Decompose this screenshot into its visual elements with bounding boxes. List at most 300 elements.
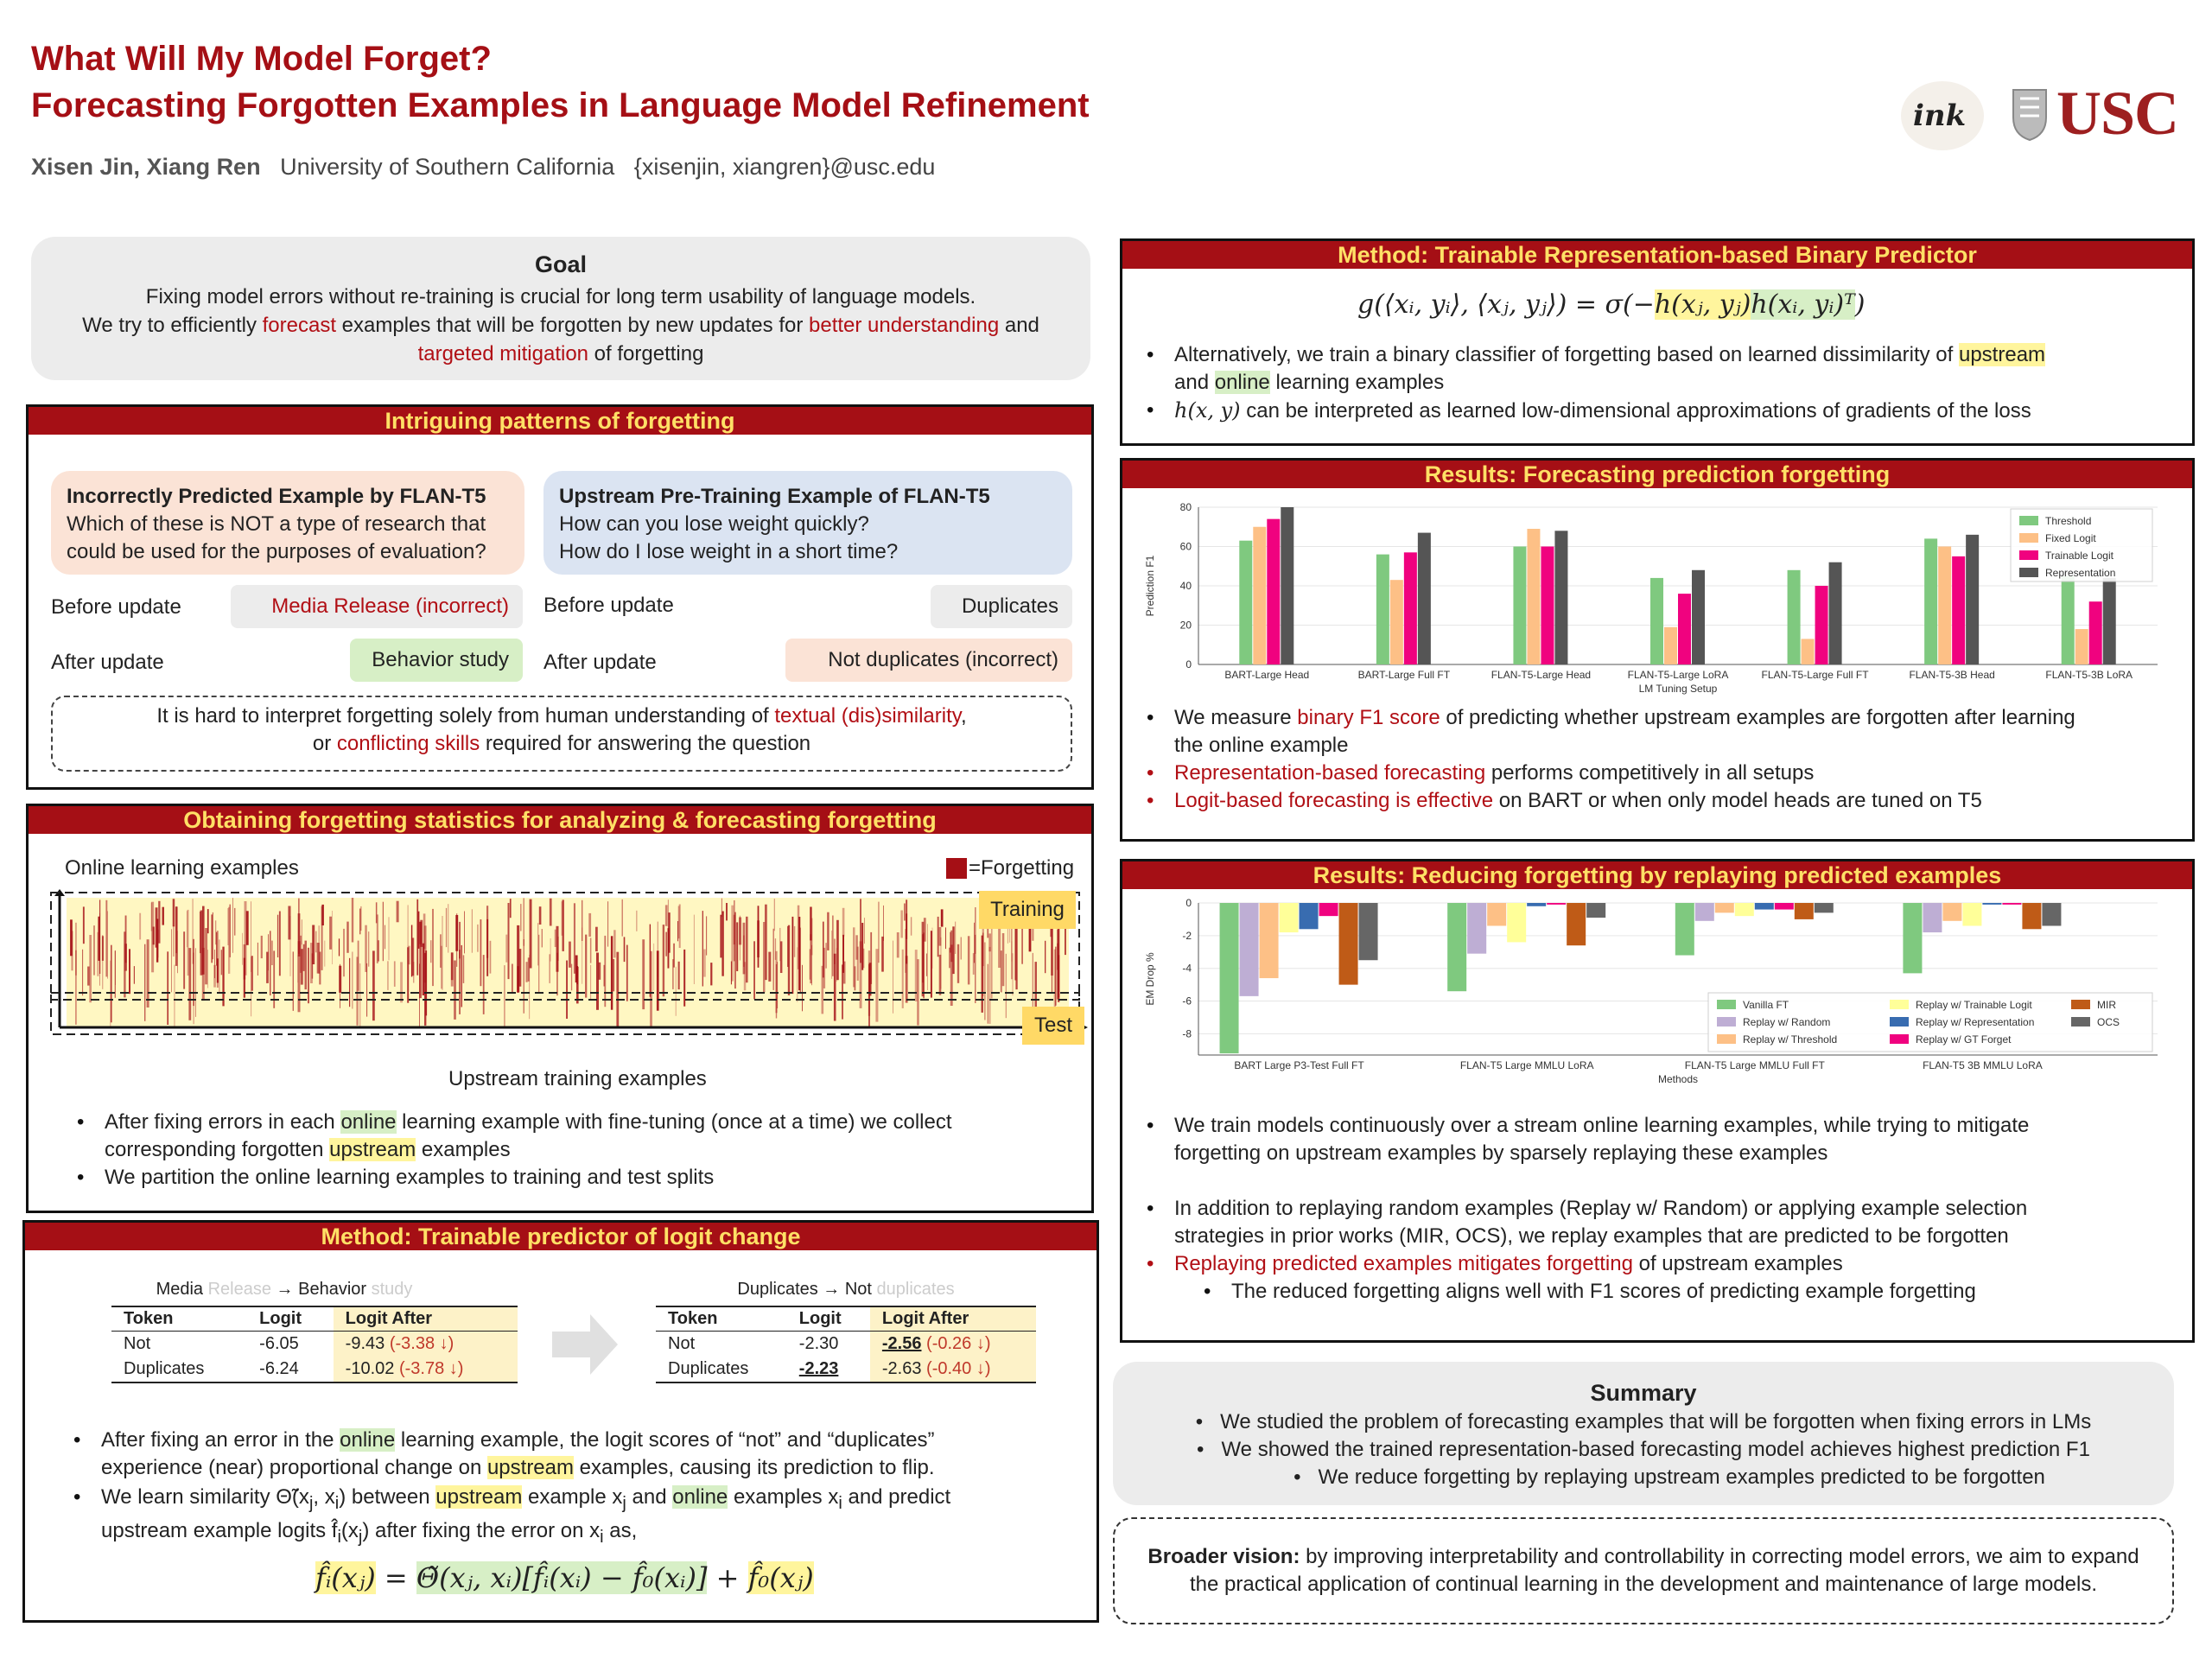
forgetting-mark xyxy=(906,913,907,963)
forgetting-mark xyxy=(193,899,194,963)
forgetting-mark xyxy=(129,949,130,994)
forgetting-mark xyxy=(802,965,803,1012)
after-label: After update xyxy=(543,651,657,674)
bar xyxy=(1507,903,1526,942)
legend-swatch xyxy=(1717,1000,1736,1009)
forgetting-mark xyxy=(219,939,220,992)
bar xyxy=(1376,555,1389,664)
forgetting-mark xyxy=(124,944,127,970)
forgetting-mark xyxy=(834,954,836,1021)
forgetting-mark xyxy=(221,950,222,975)
x-axis-label: LM Tuning Setup xyxy=(1638,683,1718,695)
bar xyxy=(1280,903,1299,932)
forgetting-mark xyxy=(407,947,409,1002)
forgetting-mark xyxy=(325,941,326,967)
example-title: Incorrectly Predicted Example by FLAN-T5 xyxy=(67,485,486,508)
summary-line: • We reduce forgetting by replaying upstream examples predicted to be forgotten xyxy=(1294,1465,2045,1489)
forgetting-mark xyxy=(349,958,350,1007)
legend-swatch xyxy=(1890,1017,1909,1027)
bar xyxy=(1267,519,1280,664)
bar xyxy=(1664,627,1677,664)
bullet: • Alternatively, we train a binary classifier of forgetting based on learned dissimilarity of upstream and online learning examples xyxy=(1135,341,2189,397)
bullet: • h(x, y) can be interpreted as learned low-dimensional approximations of gradients of the loss xyxy=(1135,397,2189,425)
legend-label: Replay w/ Threshold xyxy=(1743,1033,1838,1046)
y-tick-label: 20 xyxy=(1179,619,1192,632)
legend-label: MIR xyxy=(2097,999,2116,1011)
x-tick-label: FLAN-T5-Large Head xyxy=(1491,669,1592,681)
forgetting-mark xyxy=(941,909,944,926)
bullet: • Logit-based forecasting is effective on BART or when only model heads are tuned on T5 xyxy=(1135,787,2189,815)
summary-line: • We studied the problem of forecasting examples that will be forgotten when fixing errors in LMs xyxy=(1195,1410,2092,1433)
forgetting-mark xyxy=(98,917,99,961)
training-label: Training xyxy=(979,891,1076,929)
forgetting-mark xyxy=(94,925,95,976)
forgetting-mark xyxy=(87,967,90,986)
logit-table-2: Token Logit Logit After Not -2.30 -2.56 (-0.26 ↓) Duplicates -2.23 -2.63 (-0.40 ↓) xyxy=(656,1306,1036,1383)
bar xyxy=(2062,576,2075,664)
forgetting-mark xyxy=(102,936,104,961)
bar xyxy=(1554,531,1567,664)
results2-panel xyxy=(1120,859,2195,1343)
forgetting-mark xyxy=(938,917,939,957)
bar xyxy=(1692,570,1705,664)
forgetting-swatch xyxy=(946,858,967,879)
y-axis-label: Prediction F1 xyxy=(1144,555,1156,617)
forgetting-mark xyxy=(950,944,953,1006)
forgetting-mark xyxy=(332,911,333,964)
forgetting-mark xyxy=(991,929,993,999)
forgetting-mark xyxy=(508,903,510,979)
forgetting-mark xyxy=(537,923,538,965)
forgetting-mark xyxy=(528,957,530,982)
forgetting-mark xyxy=(459,950,461,1014)
forgetting-mark xyxy=(984,943,985,1020)
forgetting-mark xyxy=(773,929,774,990)
forgetting-mark xyxy=(842,908,845,937)
forgetting-mark xyxy=(162,907,165,925)
arrow-right-icon xyxy=(552,1314,621,1375)
forgetting-mark xyxy=(881,937,884,972)
forgetting-mark xyxy=(657,950,659,1010)
forgetting-mark xyxy=(668,912,670,953)
forgetting-mark xyxy=(941,938,942,989)
legend-swatch xyxy=(2071,1000,2090,1009)
forgetting-mark xyxy=(626,945,628,1001)
bar xyxy=(1467,903,1486,954)
forgetting-mark xyxy=(242,933,243,965)
forgetting-mark xyxy=(904,904,905,921)
forgetting-mark xyxy=(207,950,208,988)
forgetting-mark xyxy=(1001,950,1002,992)
bar xyxy=(1260,903,1279,978)
table2-caption: Duplicates → Not duplicates xyxy=(737,1280,955,1299)
forgetting-mark xyxy=(1012,941,1013,962)
forgetting-mark xyxy=(389,917,390,960)
forgetting-mark xyxy=(215,920,216,944)
forgetting-mark xyxy=(794,926,795,957)
bar xyxy=(1513,547,1526,665)
forgetting-mark xyxy=(775,938,776,960)
legend-swatch xyxy=(2019,568,2038,577)
panel-title: Results: Forecasting prediction forgetting xyxy=(1122,461,2192,488)
forgetting-mark xyxy=(563,899,564,951)
forgetting-mark xyxy=(855,935,857,959)
forgetting-mark xyxy=(613,930,615,957)
x-tick-label: FLAN-T5 Large MMLU LoRA xyxy=(1459,1059,1594,1071)
binary-panel xyxy=(1120,238,2195,446)
interpretation-note: It is hard to interpret forgetting solely from human understanding of textual (dis)similarity, or conflicting skills required for answering the question xyxy=(51,696,1072,772)
bar xyxy=(2075,629,2088,664)
forgetting-mark xyxy=(571,964,572,991)
y-tick-label: 80 xyxy=(1179,501,1192,513)
forgetting-mark xyxy=(279,912,281,976)
x-tick-label: BART-Large Full FT xyxy=(1357,669,1451,681)
goal-line2: We try to efficiently forecast examples that will be forgotten by new updates for better understanding and xyxy=(82,314,1039,337)
forgetting-mark xyxy=(446,908,447,947)
forgetting-mark xyxy=(665,905,668,925)
legend-label: Trainable Logit xyxy=(2045,550,2113,562)
before-label: Before update xyxy=(51,595,181,619)
forgetting-mark xyxy=(207,909,209,933)
forgetting-mark xyxy=(356,957,358,1025)
x-tick-label: FLAN-T5-Large LoRA xyxy=(1627,669,1729,681)
bar xyxy=(1586,903,1605,918)
goal-line1: Fixing model errors without re-training is crucial for long term usability of language models. xyxy=(145,285,976,308)
y-tick-label: 60 xyxy=(1179,540,1192,553)
goal-line3: targeted mitigation of forgetting xyxy=(417,342,704,365)
bar xyxy=(1952,556,1965,664)
forgetting-mark xyxy=(736,922,738,971)
bullet: • The reduced forgetting aligns well with F1 scores of predicting example forgetting xyxy=(1192,1278,2189,1306)
legend-swatch xyxy=(2019,516,2038,525)
forgetting-mark xyxy=(836,920,839,980)
forgetting-mark xyxy=(526,962,528,982)
bar xyxy=(1903,903,1922,973)
forgetting-mark xyxy=(585,935,587,998)
forgetting-mark xyxy=(721,912,723,976)
forgetting-mark xyxy=(490,941,492,974)
bar xyxy=(1675,903,1694,956)
forgetting-mark xyxy=(183,931,185,988)
forgetting-mark xyxy=(683,950,685,1007)
summary-box xyxy=(1113,1362,2174,1505)
forgetting-mark xyxy=(1006,954,1007,1018)
forgetting-mark xyxy=(158,901,160,944)
table1-caption: Media Release → Behavior study xyxy=(156,1280,413,1299)
forgetting-mark xyxy=(792,917,794,994)
forgetting-mark xyxy=(710,963,712,985)
forgetting-mark xyxy=(590,938,592,963)
forgetting-mark xyxy=(957,944,959,983)
table-row: Duplicates -6.24 -10.02 (-3.78 ↓) xyxy=(111,1357,518,1382)
forgetting-mark xyxy=(387,961,388,990)
forgetting-mark xyxy=(227,908,228,945)
forgetting-mark xyxy=(266,952,269,983)
example-upstream xyxy=(543,471,1072,575)
test-label: Test xyxy=(1022,1007,1084,1045)
forgetting-mark xyxy=(134,966,135,984)
forgetting-mark xyxy=(613,959,614,991)
y-tick-label: 0 xyxy=(1185,658,1192,671)
forgetting-mark xyxy=(590,965,591,1000)
logit-bullets xyxy=(61,1427,1081,1551)
bar xyxy=(1802,639,1815,664)
forgetting-mark xyxy=(214,950,215,978)
emails: {xisenjin, xiangren}@usc.edu xyxy=(633,154,936,180)
bullet: • After fixing errors in each online learning example with fine-tuning (once at a time) we collect corresponding forgotten upstream examples xyxy=(65,1109,1084,1164)
forgetting-mark xyxy=(442,916,443,990)
forgetting-mark xyxy=(927,924,928,990)
bullet: • In addition to replaying random examples (Replay w/ Random) or applying example selection strategies in prior works (MIR, OCS), we replay examples that are predicted to be forgotten xyxy=(1135,1195,2189,1250)
forgetting-mark xyxy=(822,966,824,1014)
forgetting-mark xyxy=(89,935,92,1002)
forgetting-mark xyxy=(432,909,434,986)
forgetting-mark xyxy=(195,948,196,1017)
forgetting-mark xyxy=(372,950,375,1020)
y-tick-label: 40 xyxy=(1179,580,1192,592)
forgetting-mark xyxy=(550,938,551,962)
forgetting-mark xyxy=(1002,933,1005,986)
legend-swatch xyxy=(2071,1017,2090,1027)
forgetting-mark xyxy=(520,904,521,931)
bar xyxy=(1390,580,1403,664)
forgetting-mark xyxy=(461,945,462,1007)
binary-equation: g(⟨xᵢ, yᵢ⟩, ⟨xⱼ, yⱼ⟩) = σ(−h(xⱼ, yⱼ)h(xᵢ, yᵢ)ᵀ) xyxy=(1357,289,1866,320)
forgetting-mark xyxy=(811,918,813,956)
bar xyxy=(1815,586,1828,664)
forgetting-mark xyxy=(823,948,825,988)
y-tick-label: -8 xyxy=(1182,1027,1192,1040)
forgetting-mark xyxy=(768,952,771,982)
bar xyxy=(1829,563,1842,664)
forgetting-mark xyxy=(588,913,591,937)
forgetting-mark xyxy=(293,951,294,1011)
forgetting-mark xyxy=(945,927,946,949)
x-tick-label: BART-Large Head xyxy=(1224,669,1310,681)
binary-bullets xyxy=(1135,341,2189,425)
ink-logo: ink xyxy=(1901,81,1984,150)
heatmap-legend: =Forgetting xyxy=(969,856,1075,880)
forgetting-mark xyxy=(483,955,485,1014)
forgetting-mark xyxy=(339,966,341,993)
forgetting-mark xyxy=(931,931,932,997)
x-tick-label: FLAN-T5-Large Full FT xyxy=(1761,669,1869,681)
x-tick-label: BART Large P3-Test Full FT xyxy=(1234,1059,1364,1071)
bar xyxy=(1404,552,1417,664)
bullet: • Representation-based forecasting performs competitively in all setups xyxy=(1135,760,2189,787)
forgetting-mark xyxy=(703,950,705,977)
forgetting-mark xyxy=(383,902,384,962)
f1-bar-chart xyxy=(1138,495,2183,702)
heatmap-xlabel: Upstream training examples xyxy=(448,1067,707,1090)
forgetting-mark xyxy=(961,938,962,960)
forgetting-mark xyxy=(105,900,107,977)
forgetting-mark xyxy=(115,950,116,985)
forgetting-mark xyxy=(702,911,703,986)
bar xyxy=(1966,535,1979,664)
legend-label: OCS xyxy=(2097,1016,2120,1028)
forgetting-mark xyxy=(411,925,412,977)
forgetting-mark xyxy=(740,916,741,961)
forgetting-mark xyxy=(550,899,552,926)
forgetting-mark xyxy=(144,944,145,1021)
forgetting-mark xyxy=(463,955,465,983)
forgetting-mark xyxy=(624,937,626,962)
bar xyxy=(1982,903,2001,905)
bar xyxy=(1755,903,1774,910)
patterns-panel xyxy=(26,404,1094,790)
forgetting-mark xyxy=(205,928,207,984)
forgetting-mark xyxy=(222,947,224,1007)
bar xyxy=(2089,601,2102,664)
forgetting-mark xyxy=(607,901,608,946)
forgetting-heatmap xyxy=(41,889,1088,1036)
bar xyxy=(1527,903,1546,906)
forgetting-mark xyxy=(576,967,579,1004)
forgetting-mark xyxy=(321,906,323,970)
bar xyxy=(1418,533,1431,664)
x-axis-label: Methods xyxy=(1657,1073,1699,1085)
forgetting-mark xyxy=(595,927,598,951)
forgetting-mark xyxy=(517,966,518,993)
forgetting-mark xyxy=(83,906,85,944)
forgetting-mark xyxy=(622,899,624,937)
before-label: Before update xyxy=(543,594,674,617)
forgetting-mark xyxy=(968,936,970,984)
forgetting-mark xyxy=(430,940,432,963)
forgetting-mark xyxy=(975,907,976,954)
table-row: Not -6.05 -9.43 (-3.38 ↓) xyxy=(111,1332,518,1357)
bar xyxy=(1220,903,1239,1053)
forgetting-mark xyxy=(301,949,303,984)
panel-title: Intriguing patterns of forgetting xyxy=(29,407,1091,435)
logos xyxy=(1901,76,2186,154)
forgetting-mark xyxy=(1055,947,1057,1006)
forgetting-mark xyxy=(774,899,775,931)
forgetting-mark xyxy=(826,943,827,969)
forgetting-mark xyxy=(257,943,258,976)
forgetting-mark xyxy=(454,961,456,1020)
panel-title: Method: Trainable predictor of logit change xyxy=(25,1223,1096,1250)
forgetting-mark xyxy=(678,962,680,989)
example-text: Which of these is NOT a type of research that could be used for the purposes of evaluation? xyxy=(67,512,486,563)
forgetting-mark xyxy=(596,953,599,1010)
forgetting-mark xyxy=(860,941,862,1008)
forgetting-mark xyxy=(329,917,332,950)
author-line xyxy=(31,154,935,181)
bar xyxy=(1678,594,1691,664)
y-tick-label: -2 xyxy=(1182,929,1192,942)
forgetting-mark xyxy=(542,929,543,947)
panel-title: Obtaining forgetting statistics for analyzing & forecasting forgetting xyxy=(29,806,1091,834)
forgetting-mark xyxy=(1013,953,1014,995)
forgetting-mark xyxy=(566,961,568,1020)
forgetting-mark xyxy=(368,931,369,967)
forgetting-mark xyxy=(244,958,245,998)
forgetting-mark xyxy=(636,911,637,931)
forgetting-mark xyxy=(800,928,801,993)
forgetting-mark xyxy=(147,939,149,1007)
legend-swatch xyxy=(1890,1034,1909,1044)
forgetting-mark xyxy=(212,914,213,963)
summary-line: • We showed the trained representation-based forecasting model achieves highest prediction F1 xyxy=(1197,1438,2090,1461)
forgetting-mark xyxy=(665,932,667,957)
forgetting-mark xyxy=(842,935,844,973)
forgetting-mark xyxy=(900,911,903,938)
heatmap-ylabel: Online learning examples xyxy=(65,856,299,880)
bullet: • We train models continuously over a stream online learning examples, while trying to mitigate forgetting on upstream examples by sparsely replaying these examples xyxy=(1135,1112,2189,1167)
goal-title: Goal xyxy=(534,251,587,277)
legend-label: Replay w/ Trainable Logit xyxy=(1916,999,2032,1011)
forgetting-mark xyxy=(424,953,426,1026)
logit-table-1: Token Logit Logit After Not -6.05 -9.43 (-3.38 ↓) Duplicates -6.24 -10.02 (-3.78 ↓) xyxy=(111,1306,518,1383)
em-drop-bar-chart xyxy=(1138,896,2183,1103)
y-tick-label: -6 xyxy=(1182,995,1192,1007)
forgetting-mark xyxy=(440,934,442,968)
forgetting-mark xyxy=(922,922,925,996)
forgetting-mark xyxy=(217,958,219,982)
forgetting-mark xyxy=(726,903,728,920)
forgetting-mark xyxy=(151,902,154,973)
summary-title: Summary xyxy=(1590,1380,1697,1406)
forgetting-mark xyxy=(139,913,141,940)
bullet: • After fixing an error in the online learning example, the logit scores of “not” and “duplicates” experience (near) proportional change on upstream examples, causing its prediction to flip. xyxy=(61,1427,1081,1482)
bar xyxy=(1240,903,1259,996)
forgetting-mark xyxy=(459,922,461,959)
forgetting-mark xyxy=(555,930,556,947)
table-row: Duplicates -2.23 -2.63 (-0.40 ↓) xyxy=(656,1357,1036,1382)
legend-label: Replay w/ Representation xyxy=(1916,1016,2035,1028)
forgetting-mark xyxy=(653,944,654,990)
forgetting-mark xyxy=(234,908,235,936)
bullet: • We partition the online learning examples to training and test splits xyxy=(65,1164,1084,1192)
forgetting-mark xyxy=(780,941,783,973)
forgetting-mark xyxy=(955,922,956,954)
example-question2: How do I lose weight in a short time? xyxy=(559,540,899,563)
forgetting-mark xyxy=(780,928,781,961)
results1-panel xyxy=(1120,458,2195,842)
forgetting-mark xyxy=(1058,955,1059,997)
legend xyxy=(2011,509,2152,582)
forgetting-mark xyxy=(720,915,721,958)
bar xyxy=(1567,903,1586,945)
forgetting-mark xyxy=(486,919,488,976)
bar xyxy=(1795,903,1814,919)
forgetting-mark xyxy=(677,921,678,941)
forgetting-mark xyxy=(765,905,767,980)
forgetting-mark xyxy=(988,933,991,951)
forgetting-mark xyxy=(365,925,367,972)
forgetting-mark xyxy=(1045,941,1046,973)
poster-title-line2: Forecasting Forgotten Examples in Language Model Refinement xyxy=(31,86,1090,124)
bar xyxy=(1319,903,1338,916)
forgetting-mark xyxy=(777,962,778,1008)
forgetting-mark xyxy=(512,964,513,993)
forgetting-mark xyxy=(107,911,108,978)
forgetting-mark xyxy=(569,942,571,968)
results1-bullets xyxy=(1135,704,2189,815)
forgetting-mark xyxy=(167,951,168,1025)
after-answer-2: Not duplicates (incorrect) xyxy=(785,639,1072,682)
forgetting-mark xyxy=(731,906,734,982)
bar xyxy=(1924,538,1937,664)
bullet: • We learn similarity $\Thetã(x_j$, $x_i$) between upstream example $x_j$ and online examples $x_i$ and predict upstream example logits $f̂_i(x_j)$ after fixing the error on $x_i$ as, xyxy=(61,1484,1081,1551)
forgetting-mark xyxy=(397,901,399,923)
legend xyxy=(1708,993,2152,1052)
forgetting-mark xyxy=(394,961,396,987)
forgetting-mark xyxy=(360,906,361,931)
forgetting-mark xyxy=(539,906,542,925)
